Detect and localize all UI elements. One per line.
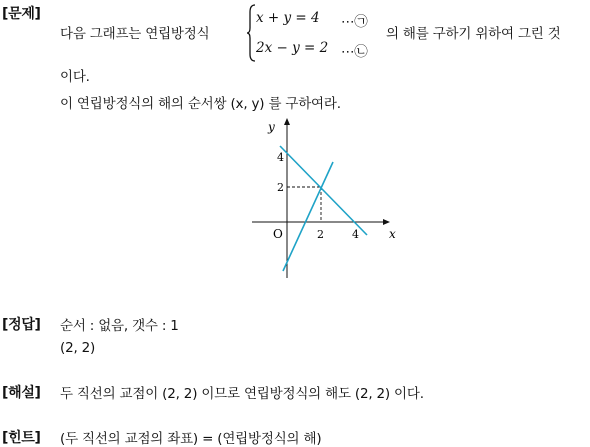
line-2x-minus-y-eq-2 (283, 162, 333, 271)
problem-text-line3: 이 연립방정식의 해의 순서쌍 (x, y) 를 구하여라. (60, 96, 341, 112)
equation-1: x + y = 4 (256, 10, 320, 26)
problem-text-line1-start: 다음 그래프는 연립방정식 (60, 26, 210, 42)
hint-tag: [힌트] (2, 430, 41, 446)
problem-tag: [문제] (2, 6, 41, 22)
answer-meta: 순서 : 없음, 갯수 : 1 (60, 318, 179, 334)
x-axis-arrow (383, 219, 390, 225)
origin-label: O (273, 227, 283, 241)
x-tick-label-2: 2 (317, 228, 324, 241)
answer-tag: [정답] (2, 317, 41, 333)
equation-2: 2x − y = 2 (256, 40, 329, 56)
explanation-tag: [해설] (2, 385, 41, 401)
answer-value: (2, 2) (60, 340, 96, 356)
explanation-text: 두 직선의 교점이 (2, 2) 이므로 연립방정식의 해도 (2, 2) 이다. (60, 386, 424, 402)
hint-text: (두 직선의 교점의 좌표) = (연립방정식의 해) (60, 431, 322, 447)
y-tick-label-2: 2 (277, 181, 284, 194)
problem-text-line2: 이다. (60, 69, 90, 85)
y-axis-label: y (268, 120, 275, 134)
problem-text-line1-end: 의 해를 구하기 위하여 그린 것 (386, 26, 561, 42)
x-axis-label: x (389, 227, 396, 241)
y-axis-arrow (284, 118, 290, 125)
x-tick-label-4: 4 (352, 228, 359, 241)
equation-2-marker: ⋯㉡ (341, 44, 368, 60)
equation-1-marker: ⋯㉠ (341, 14, 368, 30)
y-tick-label-4: 4 (277, 151, 284, 164)
